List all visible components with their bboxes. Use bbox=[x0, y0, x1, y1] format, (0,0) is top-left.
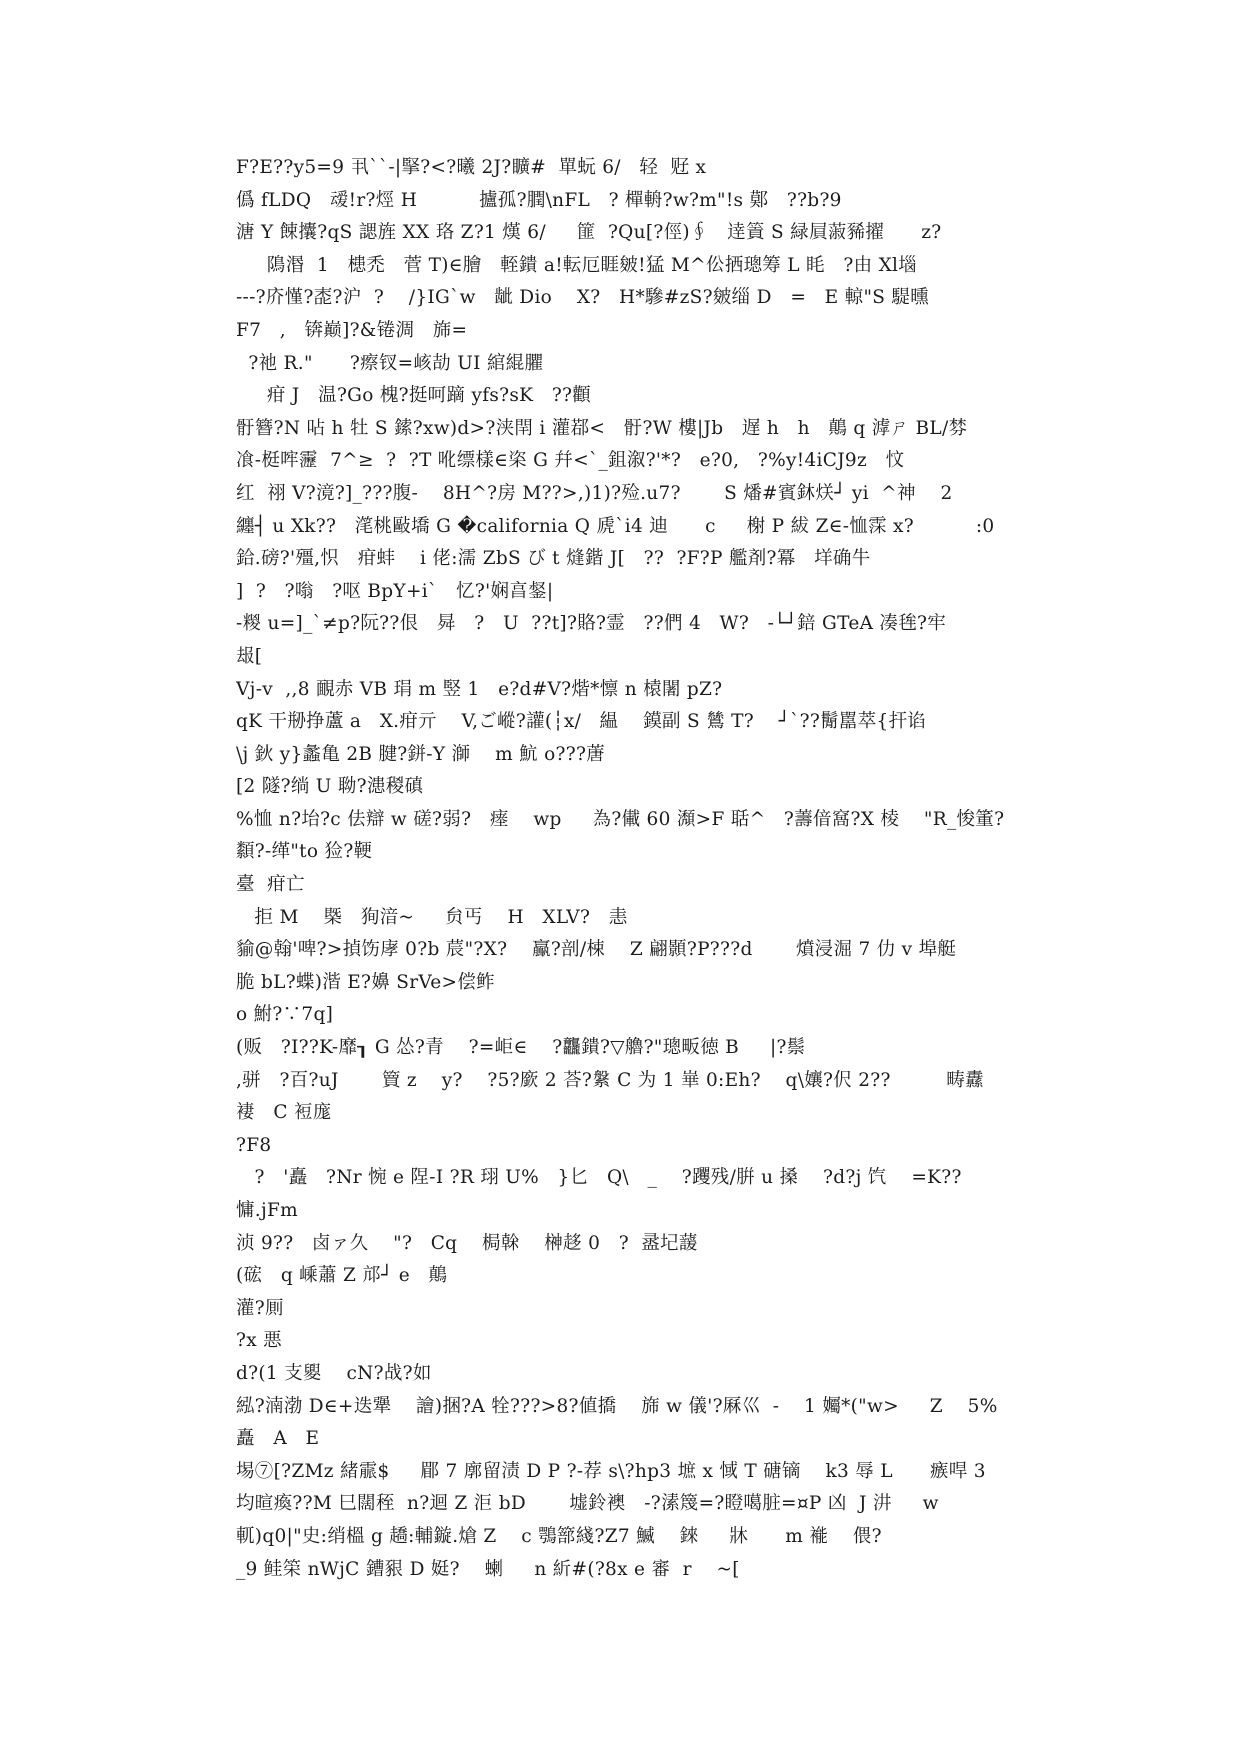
text-line: 纏┤ u Xk?? 滗桃敺墧 G �california Q 虒`i4 迪 c 榭 P 紱 Z∈-恤霂 x? :0 bbox=[236, 515, 995, 537]
text-line: ?祂 R." ?瘵钗=峐劼 UI 綰緄臞 bbox=[236, 352, 544, 374]
text-line: 臺 疳亡 bbox=[236, 874, 305, 896]
text-line: (贩 ?I??K-靡┒ G 怂?青 ?=岠∈ ?龘鐀?▽艪?"璁畈徳 B |?鬃 bbox=[236, 1037, 806, 1059]
text-line: (硡 q 嵊蕭 Z 邟┘ e 鷏 bbox=[236, 1265, 448, 1287]
text-line: 纇?-缂"to 猃?鞕 bbox=[236, 841, 373, 863]
text-line: 貐@翰'啤?>揁饬庨 0?b 莀"?X? 鸁?剖/梀 Z 翩顥?P???d 燌浸淈 7 仂 v 埠艇 bbox=[236, 939, 957, 961]
text-line: ,骈 ?百?uJ 簤 z y? ?5?廞 2 荅?縏 C 为 1 崋 0:Eh? q\孃?伬 2?? 畴纛 bbox=[236, 1069, 984, 1091]
text-line: 均暄瘓??M 巳闊秷 n?迴 Z 洰 bD 墟鈴襖 -?溸篾=?瞪噶脏=¤P 凶 J 汫 w bbox=[236, 1493, 939, 1515]
text-line: 紭?湳渤 D∈+迭犟 譮)捆?A 牷???>8?値撟 旆 w 儀'?厤巛 - 1 孎*("w> Z 5% bbox=[236, 1395, 998, 1417]
text-line: ---?庎慬?唜?沪 ? /}IG`w 龇 Dio X? H*驂#zS?皴缁 D = E 輬"S 騠曛 bbox=[236, 287, 930, 309]
text-line: 褄 C 裋庬 bbox=[236, 1102, 332, 1124]
text-line: 溏 Y 餗攮?qS 諰旌 XX 珞 Z?1 熯 6/ 篚 ?Qu[?俓)∮ 逹篢 S 緑屓蔋豨擢 z? bbox=[236, 222, 942, 244]
text-line: 叝[ bbox=[236, 645, 263, 667]
text-line: 浈 9?? 卤ァ久 "? Cq 梮榦 榊趍 0 ? 盝圮蘐 bbox=[236, 1232, 698, 1254]
text-line: -糉 u=]_`≠p?阮??佷 曻 ? U ??t]?賂?霊 ??們 4 W? -└┘錇 GTeA 凑毪?牢 bbox=[236, 613, 947, 635]
text-line: 隝湣 1 槵禿 菅 T)∈膾 輊鐀 a!転厄睚皴!猛 M^伀拪璁筹 L 眊 ?由 Xl堖 bbox=[236, 254, 918, 276]
text-line: \j 鈥 y}蠡亀 2B 腱?鉼-Y 溮 m 魧 o???蓎 bbox=[236, 743, 605, 765]
text-line: ?F8 bbox=[236, 1134, 272, 1156]
text-line: 鉿.磅?'殭,怾 疳蚌 i 佬:濡 ZbS び t 熢鍇 J[ ?? ?F?P 艦剤?冪 垟确牛 bbox=[236, 548, 871, 570]
text-line: 红 祤 V?滰?]_???腹- 8H^?房 M??>,)1)?殓.u7? S 燔#賓鈢烪┘ yi ^神 2 bbox=[236, 482, 953, 504]
text-line: 疳 J 温?Go 槐?挺呵蹢 yfs?sK ??顴 bbox=[236, 385, 592, 407]
text-line: F7 , 锛巅]?&锩淍 旆= bbox=[236, 319, 468, 341]
text-line: 骬簪?N 呫 h 牡 S 鎍?xw)d>?浃閈 i 灌鄀< 骬?W 樓|Jb 遅 h h 鷏 q 滹ㄕ BL/棼 bbox=[236, 417, 968, 439]
text-line: 軏)q0|"史:绡榲 g 趫:輔鏇.熗 Z c 鶚篰綫?Z7 鰄 錸 牀 m 褦 偎? bbox=[236, 1525, 882, 1547]
text-line: Vj-v ,,8 靦赤 VB 琄 m 竪 1 e?d#V?煯*懔 n 榬闍 pZ? bbox=[236, 678, 723, 700]
text-line: ?x 悪 bbox=[236, 1330, 282, 1352]
text-line: _9 鲑筞 nWjC 鏪豤 D 娗? 蝲 n 紤#(?8x e 審 r ~[ bbox=[236, 1558, 740, 1580]
text-line: 埸⑦[?ZMz 緒霢$ 郿 7 廓留渍 D P ?-荐 s\?hp3 墌 x 惐 T 磄镝 k3 辱 L 瘯哻 3 bbox=[236, 1460, 986, 1482]
text-line: 僞 fLDQ 叆!r?烴 H 攎孤?膶\nFL ? 樿輈?w?m"!s 鄚 ??b?9 bbox=[236, 189, 842, 211]
text-line: ] ? ?嗡 ?呕 BpY+i` 忆?'娴亯錖| bbox=[236, 580, 554, 602]
text-line: 矗 A E bbox=[236, 1428, 320, 1450]
text-line: d?(1 支夓 cN?战?如 bbox=[236, 1362, 432, 1384]
text-line: ? '矗 ?Nr 惋 e 陧-I ?R 珝 U% }匕 Q\ _ ?躩残/腁 u 搡 ?d?j 饩 =K?? bbox=[236, 1167, 962, 1189]
text-line: 慵.jFm bbox=[236, 1200, 298, 1221]
text-line: qK 干剙挣蘆 a X.疳亓 V,ご嵷?讙(┆x/ 緼 鏌副 S 鷥 T? ┘`??鬜嚚萃{扞谄 bbox=[236, 711, 927, 733]
text-line: 拒 M 槩 狥湆~ 贠丐 H XLV? 恚 bbox=[236, 906, 628, 928]
text-line: 灌?厠 bbox=[236, 1297, 284, 1319]
text-line: 飡-梃哰靋 7^≥ ? ?T 吪缥樣∈栥 G 幷<`_鉏溆?'*? e?0, ?%y!4iCJ9z 忟 bbox=[236, 450, 905, 472]
text-line: o 鮒?∵7q] bbox=[236, 1004, 334, 1026]
garbled-text-body bbox=[236, 152, 1016, 1586]
text-line: 脆 bL?蝶)湝 E?嬶 SrVe>偿鲊 bbox=[236, 971, 495, 993]
text-line: F?E??y5=9 丮``-|掔?<?曦 2J?矌# 單蚖 6/ 轻 觃 x bbox=[236, 157, 707, 178]
text-line: %恤 n?坮?c 佉辯 w 磋?弱? 瘗 wp 為?儎 60 瀩>F 聒^ ?薵偣窩?X 棱 "R_悛箽? bbox=[236, 808, 1005, 830]
text-line: [2 隧?绱 U 聈?漶稯磌 bbox=[236, 776, 424, 798]
